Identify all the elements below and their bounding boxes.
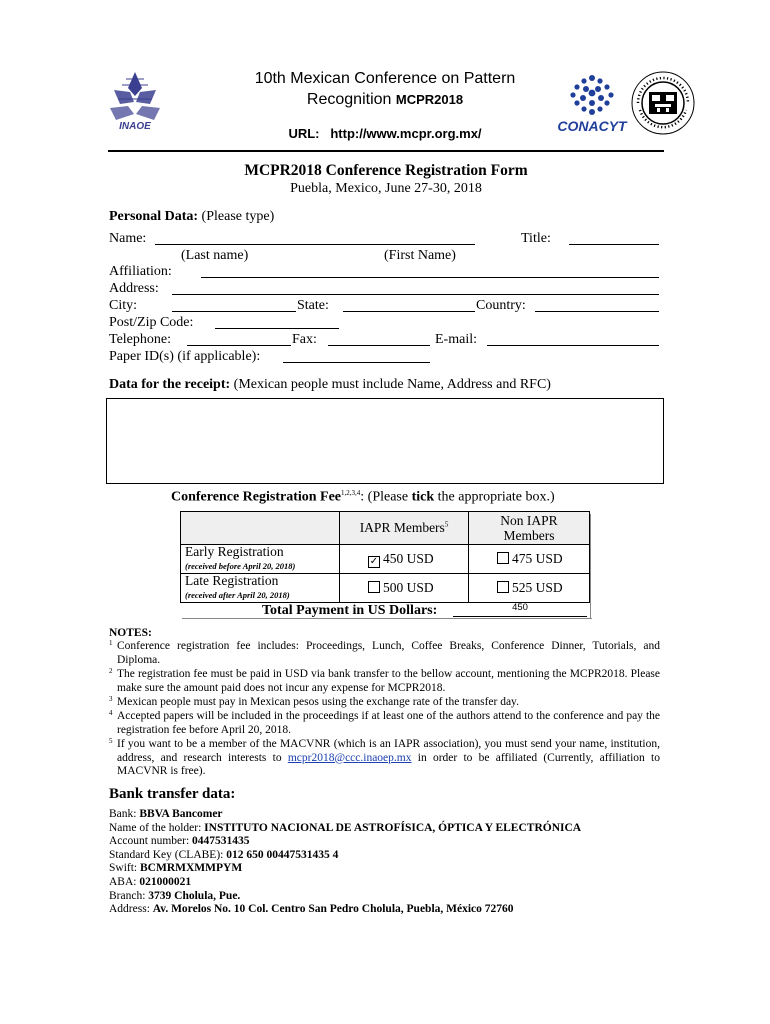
notes-heading: NOTES: [109,627,152,639]
note-3-text: Mexican people must pay in Mexican pesos using the exchange rate of the transfer day. [117,696,519,708]
late-note: (received after April 20, 2018) [185,590,290,600]
note-1-text: Conference registration fee includes: Proceedings, Lunch, Coffee Breaks, Conference Dinner, Tutorials, and Diploma. [117,640,660,666]
conference-title-line1: 10th Mexican Conference on Pattern [254,70,516,87]
receipt-heading [109,377,551,393]
bank-row-swift [109,862,669,876]
url-link[interactable]: http://www.mcpr.org.mx/ [330,126,482,141]
early-label: Early Registration [185,544,284,559]
personal-data-title: Personal Data: [109,209,199,224]
early-non-price: 475 USD [512,551,563,566]
fax-field[interactable] [328,345,430,346]
conference-title-recognition: Recognition [306,91,396,108]
postzip-label: Post/Zip Code: [109,315,194,330]
inaoe-logo [104,68,166,134]
fax-label: Fax: [292,332,317,347]
receipt-textarea[interactable] [106,398,664,484]
last-name-caption: (Last name) [181,248,249,263]
early-iapr-price: 450 USD [383,550,434,566]
bank-row-clabe [109,849,669,863]
form-title: MCPR2018 Conference Registration Form [244,162,528,179]
bank-row-branch [109,890,669,904]
fee-table-corner [181,512,340,545]
col-non-iapr-line2: Members [503,528,555,543]
bank-heading: Bank transfer data: [109,786,236,802]
late-non-price: 525 USD [512,580,563,595]
city-label: City: [109,298,138,313]
early-non-cell [469,545,590,574]
bank-value-aba: 021000021 [139,875,192,888]
name-field[interactable] [155,244,475,245]
macvnr-seal [630,70,696,136]
header-rule [108,150,664,152]
receipt-heading-title: Data for the receipt: [109,377,231,392]
note-5-text-a: If you want to be a member of the MACVNR (which is an IAPR association), you must send your name, institution, address, and research interests to [117,738,660,764]
late-non-cell [469,574,590,603]
country-field[interactable] [535,311,659,312]
early-iapr-cell [340,545,469,574]
bank-label-bank: Bank: [109,808,140,820]
macvnr-seal-icon [630,70,696,136]
note-2-text: The registration fee must be paid in USD via bank transfer to the bellow account, mentioning the MCPR2018. Please make sure the amount paid does not incur any expense for MCPR2018. [117,668,660,694]
bank-value-branch: 3739 Cholula, Pue. [148,889,241,902]
personal-data-hint: (Please type) [198,209,275,224]
fee-heading-title: Conference Registration Fee [171,489,342,505]
conacyt-dots-icon [556,72,628,120]
bank-details [109,808,669,917]
note-1: 1 Conference registration fee includes: Proceedings, Lunch, Coffee Breaks, Conference Dinner, Tutorials, and Diploma. [109,639,660,666]
late-non-checkbox[interactable] [497,581,509,593]
state-field[interactable] [343,311,475,312]
url-line [200,126,570,141]
bank-label-account: Account number: [109,835,193,848]
fee-table-shadow-right [590,514,591,619]
fee-table-shadow-bottom [182,618,592,619]
inaoe-logo-text: INAOE [119,121,151,132]
fee-heading [171,489,555,506]
late-iapr-cell [340,574,469,603]
fee-table [180,511,590,603]
email-label: E-mail: [435,332,477,347]
bank-row-address [109,903,669,917]
bank-value-clabe: 012 650 00447531435 4 [226,848,339,861]
col-iapr-sup: 5 [444,520,449,529]
bank-label-clabe: Standard Key (CLABE): [109,848,227,861]
note-5-text [109,738,660,779]
note-2: 2 The registration fee must be paid in USD via bank transfer to the bellow account, mentioning the MCPR2018. Please make sure the amount paid does not incur any expense for MCPR2018. [109,667,660,694]
postzip-field[interactable] [215,328,339,329]
bank-label-address: Address: [109,903,153,916]
fee-heading-tick: tick [411,489,435,505]
total-payment-field[interactable] [453,602,587,617]
country-label: Country: [476,298,526,313]
bank-row-aba [109,876,669,890]
col-iapr-header [340,512,469,545]
fee-heading-mid: : (Please [360,489,412,505]
late-iapr-checkbox[interactable] [368,581,380,593]
url-label: URL: [288,126,320,141]
paper-id-field[interactable] [283,362,430,363]
conacyt-text: CONACYT [557,118,627,134]
conacyt-logo [556,72,628,136]
bank-label-holder: Name of the holder: [109,821,205,834]
note-3: 3 Mexican people must pay in Mexican pesos using the exchange rate of the transfer day. [109,696,660,710]
col-iapr-label: IAPR Members [359,520,445,535]
title-label: Title: [521,231,551,246]
bank-row-account [109,835,669,849]
col-non-iapr-header [469,512,590,545]
affiliation-field[interactable] [201,277,659,278]
title-field[interactable] [569,244,659,245]
bank-value-account: 0447531435 [192,835,250,848]
fee-heading-end: the appropriate box.) [434,489,555,505]
state-label: State: [297,298,329,313]
bank-row-bank [109,808,669,822]
total-payment-value: 450 [512,602,528,613]
bank-value-address: Av. Morelos No. 10 Col. Centro San Pedro Cholula, Puebla, México 72760 [152,903,514,916]
address-label: Address: [109,281,159,296]
early-non-checkbox[interactable] [497,552,509,564]
bank-value-holder: INSTITUTO NACIONAL DE ASTROFÍSICA, ÓPTICA Y ELECTRÓNICA [204,821,582,834]
late-iapr-price: 500 USD [383,580,434,595]
name-label: Name: [109,231,147,246]
late-label: Late Registration [185,573,279,588]
fee-heading-sup: 1,2,3,4 [341,489,361,497]
city-field[interactable] [172,311,296,312]
personal-data-heading [109,209,274,225]
col-non-iapr-line1: Non IAPR [500,513,558,528]
bank-label-branch: Branch: [109,889,149,902]
early-iapr-checkbox[interactable]: ✓ [369,555,379,567]
early-row-label [181,545,340,574]
paper-id-label: Paper ID(s) (if applicable): [109,349,261,364]
contact-email-link[interactable]: mcpr2018@ccc.inaoep.mx [287,751,412,764]
bank-label-swift: Swift: [109,862,140,875]
note-4: 4 Accepted papers will be included in the proceedings if at least one of the authors attend to the conference and pay the registration fee before April 20, 2018. [109,709,660,736]
telephone-label: Telephone: [109,332,171,347]
total-payment-label: Total Payment in US Dollars: [262,603,438,618]
late-row-label [181,574,340,603]
telephone-field[interactable] [187,345,291,346]
note-4-text: Accepted papers will be included in the proceedings if at least one of the authors attend to the conference and pay the registration fee before April 20, 2018. [117,710,660,736]
form-subtitle: Puebla, Mexico, June 27-30, 2018 [290,181,482,196]
affiliation-label: Affiliation: [109,264,172,279]
conference-acronym: MCPR2018 [395,92,464,107]
early-note: (received before April 20, 2018) [185,561,296,571]
email-field[interactable] [487,345,659,346]
note-5-text-b: in order to be affiliated (Currently, affiliation to MACVNR is free). [117,751,660,778]
address-field[interactable] [172,294,659,295]
bank-value-swift: BCMRMXMMPYM [140,862,243,875]
bank-label-aba: ABA: [109,875,140,888]
note-5: 5 If you want to be a member of the MACVNR (which is an IAPR association), you must send your name, institution, address, and research interests to mcpr2018@ccc.inaoep.mx in order to be affiliated (Currently, affiliation to MACVNR is free). [109,737,660,778]
bank-row-holder [109,822,669,836]
first-name-caption: (First Name) [384,248,456,263]
receipt-heading-hint: (Mexican people must include Name, Address and RFC) [230,377,551,392]
bank-value-bank: BBVA Bancomer [139,808,223,820]
conference-title-line2 [200,91,570,109]
